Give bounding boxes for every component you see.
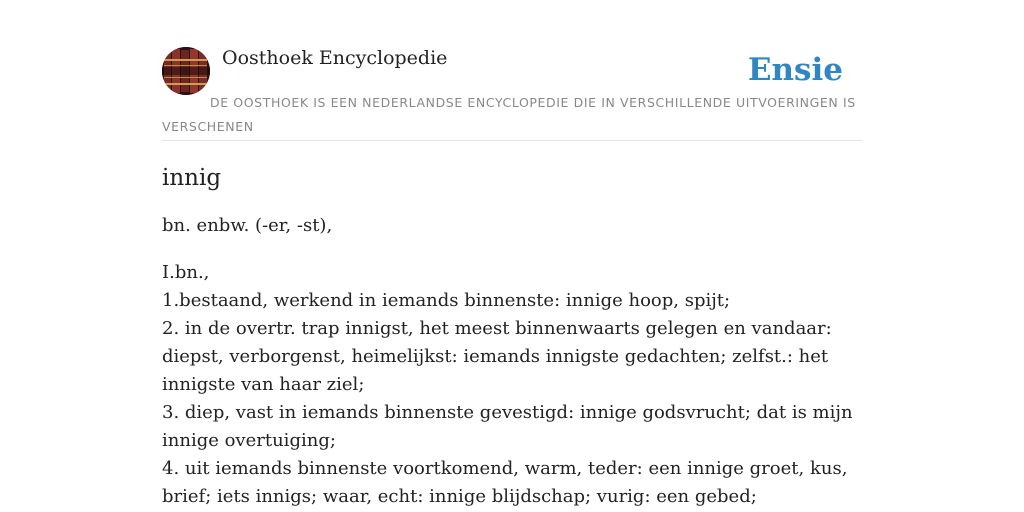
site-avatar[interactable]: [162, 47, 210, 95]
definition-line: 4. uit iemands binnenste voortkomend, warm, teder: een innige groet, kus, brief; iets innigs; waar, echt: innige blijdschap; vurig: een gebed;: [162, 458, 848, 507]
definition-line: 2. in de overtr. trap innigst, het meest binnenwaarts gelegen en vandaar: diepst, verborgenst, heimelijkst: iemands innigste gedachten; zelfst.: het innigste van haar ziel;: [162, 318, 832, 395]
entry-term: innig: [162, 165, 222, 191]
entry-grammar: bn. enbw. (-er, -st),: [162, 215, 333, 236]
definition-line: I.bn.,: [162, 262, 210, 283]
brand-logo-link[interactable]: Ensie: [747, 52, 843, 88]
site-header: [162, 46, 862, 141]
entry-content: [162, 160, 862, 511]
site-tagline: DE OOSTHOEK IS EEN NEDERLANDSE ENCYCLOPEDIE DIE IN VERSCHILLENDE UITVOERINGEN IS VERSCHENEN: [162, 95, 856, 134]
book-spines-icon: [162, 47, 210, 95]
entry-definition: [162, 259, 862, 511]
definition-line: 3. diep, vast in iemands binnenste gevestigd: innige godsvrucht; dat is mijn innige overtuiging;: [162, 402, 853, 451]
definition-line: 1.bestaand, werkend in iemands binnenste: innige hoop, spijt;: [162, 290, 731, 311]
site-title[interactable]: Oosthoek Encyclopedie: [222, 47, 448, 69]
